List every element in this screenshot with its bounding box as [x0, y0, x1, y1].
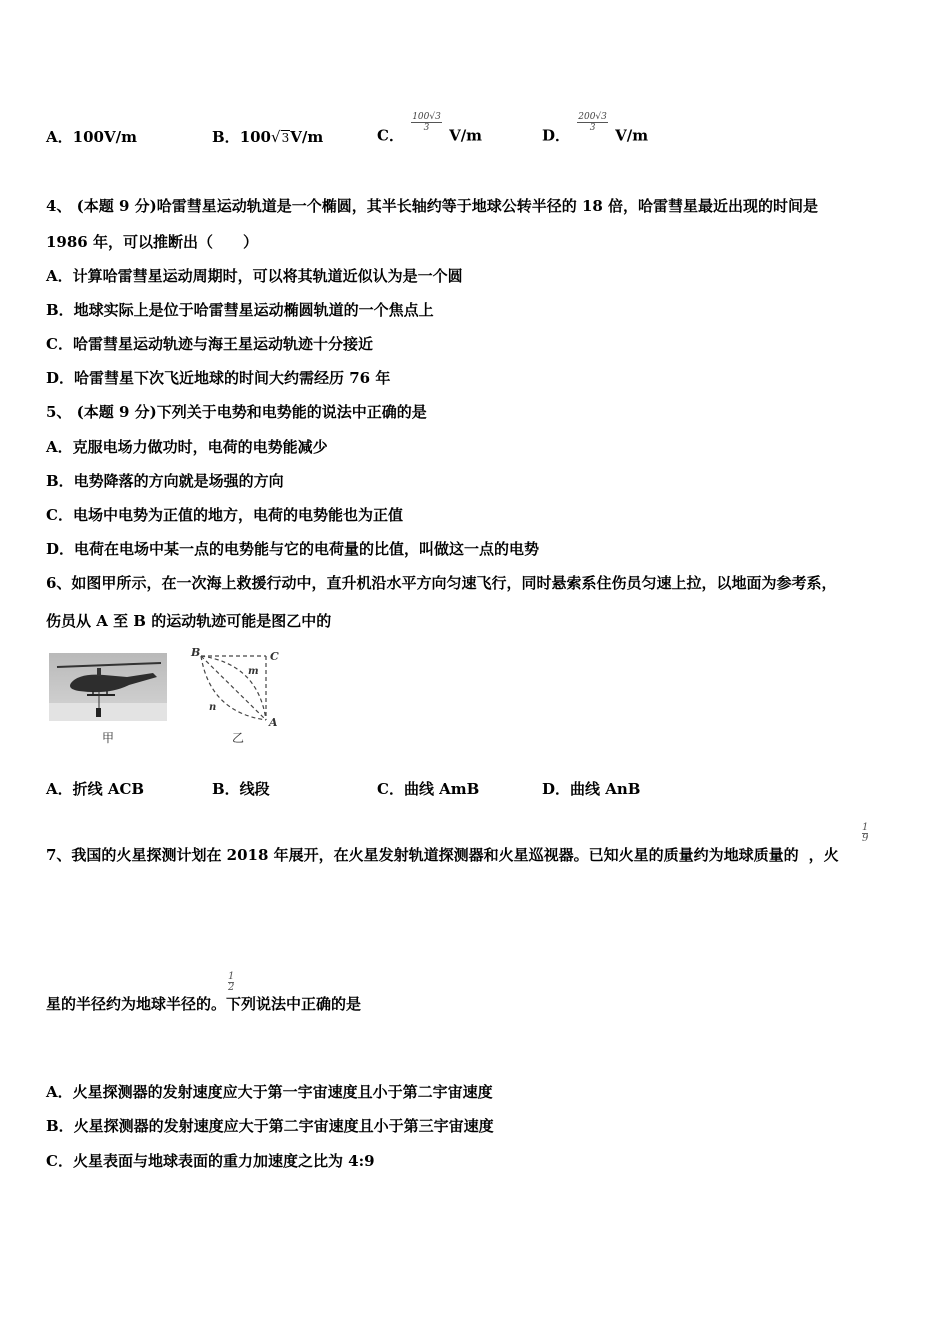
- q7-option-b: B．火星探测器的发射速度应大于第二宇宙速度且小于第三宇宙速度: [46, 1117, 494, 1135]
- q6-option-a: A．折线 ACB: [46, 780, 145, 798]
- label-c: C: [270, 650, 279, 663]
- sqrt-symbol: √3: [271, 128, 290, 146]
- q5-option-d: D．电荷在电场中某一点的电势能与它的电荷量的比值，叫做这一点的电势: [46, 540, 540, 558]
- q3-d-fraction: $\frac{200√3}{3}$: [578, 112, 607, 133]
- q7-stem-line1: 7、我国的火星探测计划在 2018 年展开，在火星发射轨道探测器和火星巡视器。已知火星的质量约为地球质量的 ，火: [46, 846, 839, 864]
- q7-option-a: A．火星探测器的发射速度应大于第一宇宙速度且小于第二宇宙速度: [46, 1083, 493, 1101]
- caption-jia: 甲: [102, 731, 115, 745]
- label-a: A: [269, 716, 278, 728]
- q4-stem-line2: 1986 年，可以推断出（ ）: [46, 233, 258, 251]
- q3-option-a: A．100V/m: [46, 128, 137, 146]
- q4-option-a: A．计算哈雷彗星运动周期时，可以将其轨道近似认为是一个圆: [46, 267, 463, 285]
- q5-option-c: C．电场中电势为正值的地方，电荷的电势能也为正值: [46, 506, 403, 524]
- q6-stem-line2: 伤员从 A 至 B 的运动轨迹可能是图乙中的: [46, 612, 332, 630]
- q4-option-c: C．哈雷彗星运动轨迹与海王星运动轨迹十分接近: [46, 335, 373, 353]
- q6-option-d: D．曲线 AnB: [542, 780, 641, 798]
- q3-option-c: C． $\frac{100√3}{3}$ V/m: [377, 112, 483, 145]
- q6-option-c: C．曲线 AmB: [377, 780, 480, 798]
- q4-stem-line1: 4、 (本题 9 分)哈雷彗星运动轨道是一个椭圆，其半长轴约等于地球公转半径的 18 倍，哈雷彗星最近出现的时间是: [46, 197, 819, 215]
- q6-stem-line1: 6、如图甲所示，在一次海上救援行动中，直升机沿水平方向匀速飞行，同时悬索系住伤员匀速上拉，以地面为参考系，: [46, 574, 837, 592]
- q7-option-c: C．火星表面与地球表面的重力加速度之比为 4:9: [46, 1152, 375, 1170]
- label-m: m: [248, 666, 259, 677]
- q7-fraction-mass: $\frac{1}{9}$: [862, 822, 869, 844]
- label-n: n: [209, 702, 217, 713]
- label-b: B: [191, 646, 201, 659]
- q5-option-a: A．克服电场力做功时，电荷的电势能减少: [46, 438, 328, 456]
- q4-option-d: D．哈雷彗星下次飞近地球的时间大约需经历 76 年: [46, 369, 391, 387]
- q5-stem: 5、 (本题 9 分)下列关于电势和电势能的说法中正确的是: [46, 403, 427, 421]
- q3-option-b: B．100√3V/m: [212, 128, 324, 146]
- q7-stem-line2: 星的半径约为地球半径的。下列说法中正确的是: [46, 995, 362, 1013]
- q6-option-b: B．线段: [212, 780, 270, 798]
- trajectory-diagram: [188, 644, 284, 728]
- q3-c-fraction: $\frac{100√3}{3}$: [412, 112, 441, 133]
- q4-option-b: B．地球实际上是位于哈雷彗星运动椭圆轨道的一个焦点上: [46, 301, 434, 319]
- helicopter-photo: [49, 653, 167, 721]
- caption-yi: 乙: [232, 731, 245, 745]
- q7-fraction-radius: $\frac{1}{2}$: [228, 971, 235, 993]
- q3-option-d: D． $\frac{200√3}{3}$ V/m: [542, 112, 649, 145]
- q5-option-b: B．电势降落的方向就是场强的方向: [46, 472, 284, 490]
